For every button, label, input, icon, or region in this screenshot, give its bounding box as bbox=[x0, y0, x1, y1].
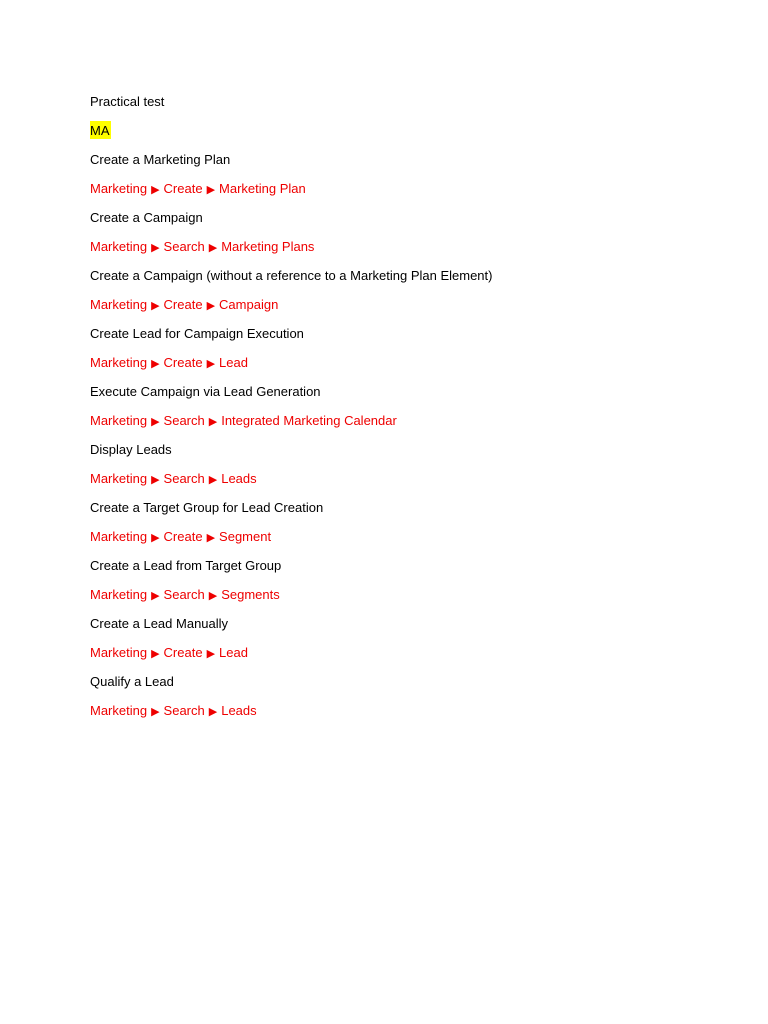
path-separator-icon: ▶ bbox=[151, 474, 160, 486]
path-step: Marketing bbox=[90, 239, 148, 254]
path-step: Search bbox=[163, 703, 205, 718]
document-content bbox=[90, 94, 730, 732]
path-step: Lead bbox=[219, 355, 248, 370]
path-step: Marketing Plan bbox=[219, 181, 306, 196]
task-label-text: Display Leads bbox=[90, 442, 172, 457]
path-step: Segments bbox=[221, 587, 280, 602]
path-step: Marketing bbox=[90, 297, 148, 312]
task-label-text: Create a Lead Manually bbox=[90, 616, 229, 631]
task-label bbox=[90, 326, 730, 355]
path-step: Search bbox=[163, 413, 205, 428]
task-label-text: Qualify a Lead bbox=[90, 674, 174, 689]
path-step: Marketing bbox=[90, 181, 148, 196]
path-step: Marketing Plans bbox=[221, 239, 315, 254]
path-step: Search bbox=[163, 239, 205, 254]
task-label-text: Create a Campaign bbox=[90, 210, 203, 225]
navigation-path bbox=[90, 645, 730, 674]
path-separator-icon: ▶ bbox=[208, 706, 218, 718]
task-label-text: Create a Marketing Plan bbox=[90, 152, 231, 167]
path-separator-icon: ▶ bbox=[206, 358, 216, 370]
path-step: Marketing bbox=[90, 645, 148, 660]
task-label bbox=[90, 558, 730, 587]
task-label bbox=[90, 500, 730, 529]
navigation-path bbox=[90, 587, 730, 616]
document-title bbox=[90, 94, 730, 123]
path-step: Campaign bbox=[219, 297, 279, 312]
path-separator-icon: ▶ bbox=[151, 532, 160, 544]
task-label bbox=[90, 442, 730, 471]
task-list bbox=[90, 152, 730, 732]
path-step: Search bbox=[163, 471, 205, 486]
path-separator-icon: ▶ bbox=[208, 416, 218, 428]
navigation-path bbox=[90, 703, 730, 732]
path-step: Marketing bbox=[90, 413, 148, 428]
path-separator-icon: ▶ bbox=[151, 300, 160, 312]
path-step: Search bbox=[163, 587, 205, 602]
task-label-text: Execute Campaign via Lead Generation bbox=[90, 384, 321, 399]
path-step: Segment bbox=[219, 529, 272, 544]
path-step: Marketing bbox=[90, 471, 148, 486]
task-label bbox=[90, 210, 730, 239]
path-step: Integrated Marketing Calendar bbox=[221, 413, 397, 428]
task-label-text: Create Lead for Campaign Execution bbox=[90, 326, 304, 341]
path-separator-icon: ▶ bbox=[151, 242, 160, 254]
path-step: Create bbox=[163, 645, 203, 660]
document-title-text: Practical test bbox=[90, 94, 165, 109]
path-step: Marketing bbox=[90, 529, 148, 544]
path-separator-icon: ▶ bbox=[206, 532, 216, 544]
path-step: Lead bbox=[219, 645, 248, 660]
path-step: Marketing bbox=[90, 587, 148, 602]
task-label-text: Create a Target Group for Lead Creation bbox=[90, 500, 324, 515]
path-step: Create bbox=[163, 297, 203, 312]
task-label bbox=[90, 674, 730, 703]
navigation-path bbox=[90, 297, 730, 326]
path-separator-icon: ▶ bbox=[151, 416, 160, 428]
navigation-path bbox=[90, 471, 730, 500]
task-label-text: Create a Campaign (without a reference to a Marketing Plan Element) bbox=[90, 268, 493, 283]
task-label bbox=[90, 616, 730, 645]
path-separator-icon: ▶ bbox=[208, 474, 218, 486]
navigation-path bbox=[90, 181, 730, 210]
path-separator-icon: ▶ bbox=[206, 300, 216, 312]
path-step: Create bbox=[163, 529, 203, 544]
navigation-path bbox=[90, 355, 730, 384]
path-separator-icon: ▶ bbox=[151, 590, 160, 602]
path-step: Create bbox=[163, 355, 203, 370]
path-separator-icon: ▶ bbox=[206, 648, 216, 660]
section-heading bbox=[90, 123, 730, 152]
path-step: Leads bbox=[221, 471, 257, 486]
task-label-text: Create a Lead from Target Group bbox=[90, 558, 282, 573]
path-separator-icon: ▶ bbox=[208, 590, 218, 602]
section-heading-highlighted-text: MA bbox=[90, 123, 110, 138]
path-step: Marketing bbox=[90, 355, 148, 370]
path-separator-icon: ▶ bbox=[151, 648, 160, 660]
path-separator-icon: ▶ bbox=[151, 184, 160, 196]
path-separator-icon: ▶ bbox=[208, 242, 218, 254]
path-separator-icon: ▶ bbox=[151, 358, 160, 370]
task-label bbox=[90, 152, 730, 181]
task-label bbox=[90, 268, 730, 297]
navigation-path bbox=[90, 529, 730, 558]
path-separator-icon: ▶ bbox=[151, 706, 160, 718]
navigation-path bbox=[90, 413, 730, 442]
navigation-path bbox=[90, 239, 730, 268]
path-step: Create bbox=[163, 181, 203, 196]
path-separator-icon: ▶ bbox=[206, 184, 216, 196]
path-step: Leads bbox=[221, 703, 257, 718]
task-label bbox=[90, 384, 730, 413]
path-step: Marketing bbox=[90, 703, 148, 718]
